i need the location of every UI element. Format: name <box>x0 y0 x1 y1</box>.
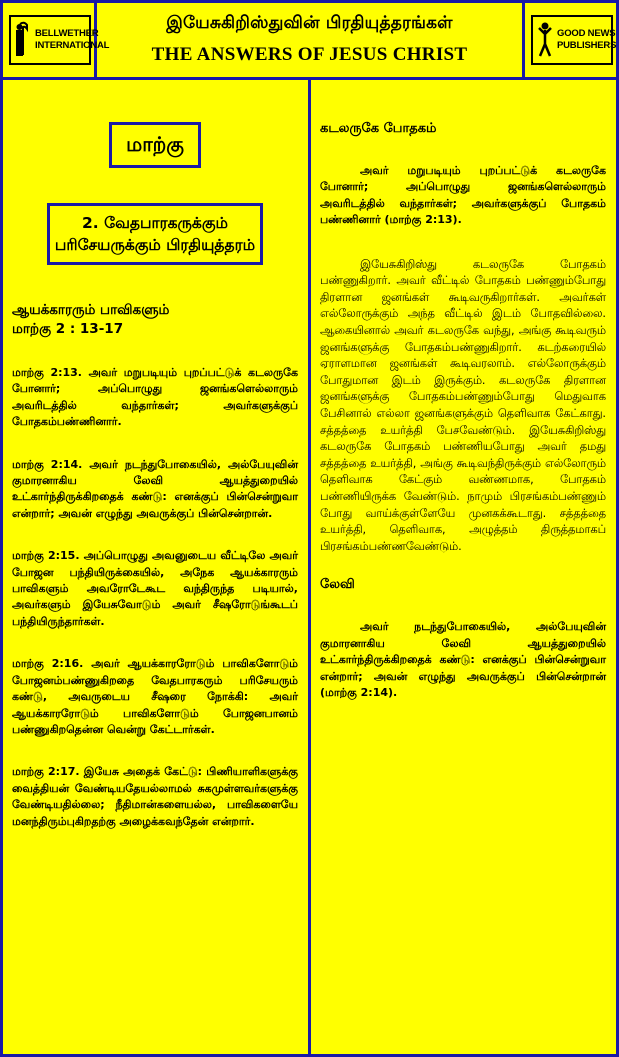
logo-left-line2: INTERNATIONAL <box>35 40 110 51</box>
page-header <box>0 0 619 80</box>
good-news-figure-icon <box>536 20 554 60</box>
heading-levi: லேவி <box>320 577 355 593</box>
good-news-logo-box <box>522 3 616 77</box>
bellwether-logo-box <box>3 3 110 77</box>
good-news-logo <box>531 15 617 65</box>
verse-2-14: மாற்கு 2:14. அவர் நடந்துபோகையில், அல்பேயுவின் குமாரனாகிய லேவி ஆயத்துறையில் உட்கார்ந்திருக்கிறதைக் கண்டு: எனக்குப் பின்சென்றுவா என்றார்; அவன் எழுந்து அவருக்குப் பின்சென்றான். <box>12 457 298 520</box>
commentary-seaside-teaching: இயேசுகிறிஸ்து கடலருகே போதகம் பண்ணுகிறார். அவர் வீட்டில் போதகம் பண்ணும்போது திரளான ஜனங்கள் கூடிவருகிறார்கள். அவர்கள் எல்லோருக்கும் அந்த வீட்டில் இடம் போதவில்லை. ஆகையினால் அவர் கடலருகே வந்து, அங்கு கூடிவரும் ஜனங்களுக்கு போதகம்பண்ணுகிறார். கடற்கரையில் ஏராளமான ஜனங்கள் கூடிவரலாம். எல்லோருக்கும் போதுமான இடம் இருக்கும். கடலருகே திரளான ஜனங்களுக்கு போதகம்பண்ணும்போது மெதுவாக பேசினால் எல்லா ஜனங்களுக்கும் தெளிவாக கேட்காது. சத்தத்தை உயர்த்தி பேசவேண்டும். இயேசுகிறிஸ்து கடலருகே போதகம் பண்ணியபோது அவர் தமது சத்தத்தை உயர்த்தி, அங்கு கூடிவந்திருக்கும் எல்லோரும் தெளிவாக கேட்கும் வண்ணமாக, போதகம் பண்ணியிருக்க வேண்டும். நாமும் பிரசங்கம்பண்ணும் போது வாய்க்குள்ளேயே முனகக்கூடாது. சத்தத்தை உயர்த்தி, தெளிவாக, அழுத்தம் திருத்தமாகப் பிரசங்கம்பண்ணவேண்டும். <box>320 257 606 553</box>
header-title <box>100 3 519 77</box>
quote-mark-2-13: அவர் மறுபடியும் புறப்பட்டுக் கடலருகே போனார்; அப்பொழுது ஜனங்களெல்லாரும் அவரிடத்தில் வந்தார்கள்; அவர்களுக்குப் போதகம் பண்ணினார் (மாற்கு 2:13). <box>320 164 606 227</box>
left-column <box>12 80 298 830</box>
passage-heading <box>12 301 298 339</box>
section-title: 2. வேதபாரகருக்கும் பரிசேயருக்கும் பிரதியுத்தரம் <box>47 203 263 265</box>
verse-2-15: மாற்கு 2:15. அப்பொழுது அவனுடைய வீட்டிலே அவர் போஜன பந்தியிருக்கையில், அநேக ஆயக்காரரும் பாவிகளும் அவரோடேகூட வந்திருந்த படியால், அவர்களும் இயேசுவோடும் அவர் சீஷரோடுங்கூடப் பந்தியிருந்தார்கள். <box>12 549 298 628</box>
bellwether-shepherd-icon <box>14 20 32 60</box>
logo-right-line2: PUBLISHERS <box>557 40 617 51</box>
logo-left-line1: BELLWETHER <box>35 28 99 39</box>
title-tamil: இயேசுகிறிஸ்துவின் பிரதியுத்தரங்கள் <box>166 13 453 33</box>
heading-seaside-teaching: கடலருகே போதகம் <box>320 121 437 136</box>
verse-2-16: மாற்கு 2:16. அவர் ஆயக்காரரோடும் பாவிகளோடும் போஜனம்பண்ணுகிறதை வேதபாரகரும் பரிசேயரும் கண்டு, அவருடைய சீஷரை நோக்கி: அவர் ஆயக்காரரோடும் பாவிகளோடும் போஜனபானம் பண்ணுகிறதென்ன வென்று கேட்டார்கள். <box>12 657 298 736</box>
bellwether-logo <box>9 15 110 65</box>
verse-2-13: மாற்கு 2:13. அவர் மறுபடியும் புறப்பட்டுக் கடலருகே போனார்; அப்பொழுது ஜனங்களெல்லாரும் அவரிடத்தில் வந்தார்கள்; அவர்களுக்குப் போதகம்பண்ணினார். <box>12 366 298 429</box>
quote-mark-2-14: அவர் நடந்துபோகையில், அல்பேயுவின் குமாரனாகிய லேவி ஆயத்துறையில் உட்கார்ந்திருக்கிறதைக் கண்டு: எனக்குப் பின்சென்றுவா என்றார்; அவன் எழுந்து அவருக்குப் பின்சென்றான் (மாற்கு 2:14). <box>320 620 606 699</box>
good-news-logo-text <box>557 28 616 52</box>
title-english: THE ANSWERS OF JESUS CHRIST <box>151 44 468 65</box>
verse-2-17: மாற்கு 2:17. இயேசு அதைக் கேட்டு: பிணியாளிகளுக்கு வைத்தியன் வேண்டியதேயல்லாமல் சுகமுள்ளவர்களுக்கு வேண்டியதில்லை; நீதிமான்களையல்ல, பாவிகளையே மனந்திரும்புகிறதற்கு அழைக்கவந்தேன் என்றார். <box>12 765 298 828</box>
passage-heading-reference: மாற்கு 2 : 13-17 <box>12 321 124 337</box>
book-title-box <box>109 122 201 168</box>
column-divider <box>308 80 311 1057</box>
book-title: மாற்கு <box>126 131 184 156</box>
right-column <box>320 80 606 701</box>
passage-heading-title: ஆயக்காரரும் பாவிகளும் <box>12 302 170 318</box>
bellwether-logo-text <box>35 28 109 52</box>
logo-right-line1: GOOD NEWS <box>557 28 616 39</box>
